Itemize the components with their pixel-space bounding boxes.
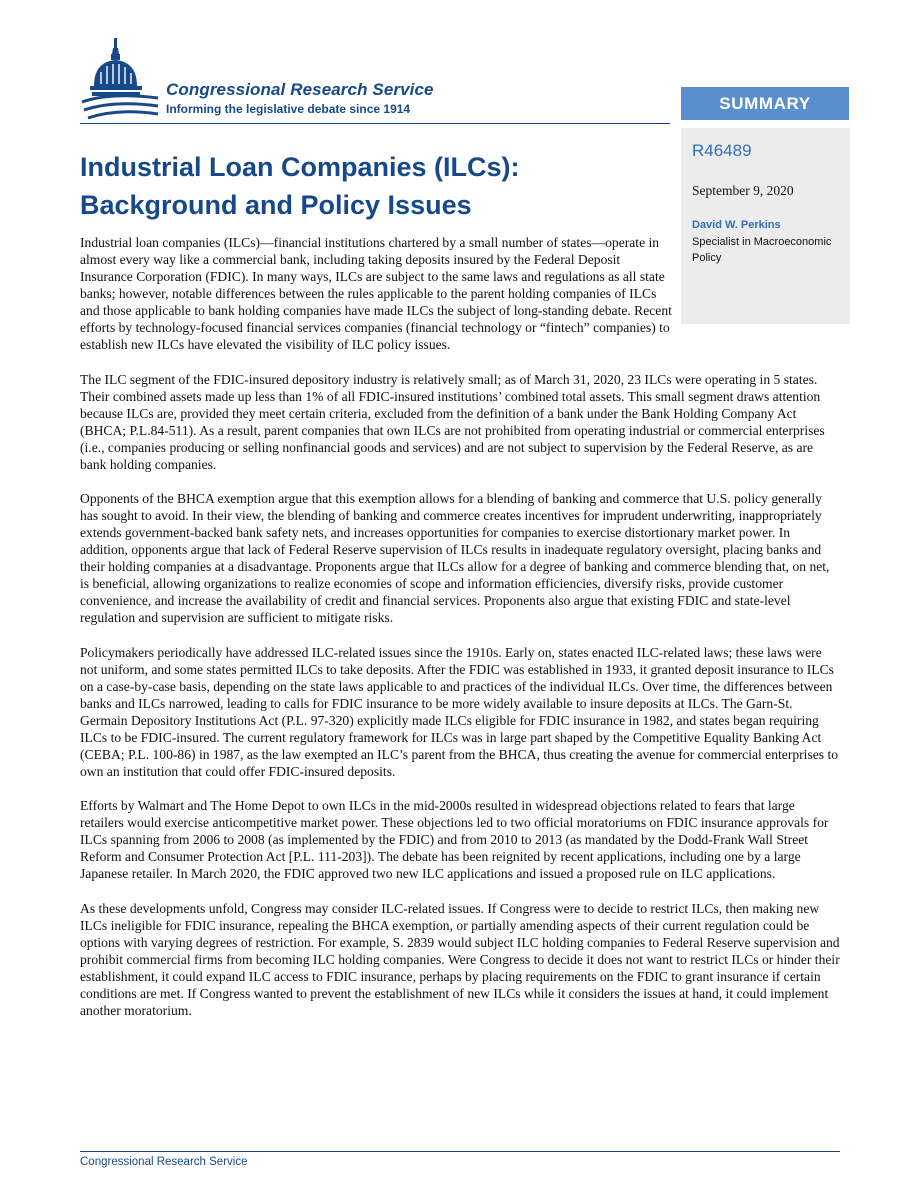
capitol-dome-icon <box>80 36 160 122</box>
footer-divider <box>80 1151 840 1152</box>
summary-paragraph: Opponents of the BHCA exemption argue that this exemption allows for a blending of banking and commerce that U.S. policy generally has sought to avoid. In their view, the blending of banking and commerce creates incentives for imprudent underwriting, inappropriately extends government-backed bank safety nets, and increases opportunities for companies to exercise distortionary market power. In addition, opponents argue that lack of Federal Reserve supervision of ILCs results in inadequate regulatory oversight, placing banks and their holding companies at a disadvantage. Proponents argue that ILCs allow for a degree of banking and commerce blending that, on net, is beneficial, allowing organizations to realize economies of scope and information efficiencies, diversify risks, provide customer convenience, and increase the availability of credit and financial services. Proponents also argue that existing FDIC and state-level regulation and supervision are sufficient to mitigate risks. <box>80 490 830 626</box>
org-name: Congressional Research Service <box>166 80 434 99</box>
crs-logo <box>80 36 680 126</box>
sidebar-spacer <box>672 234 840 326</box>
summary-paragraph: Industrial loan companies (ILCs)—financial institutions chartered by a small number of states—operate in almost every way like a commercial bank, including taking deposits insured by the Federal Deposit Insurance Corporation (FDIC). In many ways, ILCs are subject to the same laws and regulations as all state banks; however, notable differences between the rules applicable to the parent holding companies of ILCs and those applicable to bank holding companies have made ILCs the subject of long-standing debate. Recent efforts by technology-focused financial services companies (financial technology or “fintech” companies) to establish new ILCs have elevated the visibility of ILC policy issues. <box>80 235 672 353</box>
summary-body <box>80 234 840 1036</box>
report-number: R46489 <box>692 141 752 160</box>
summary-paragraph: The ILC segment of the FDIC-insured depository industry is relatively small; as of March 31, 2020, 23 ILCs were operating in 5 states. Their combined assets made up less than 1% of all FDIC-insured institutions’ combined total assets. This small segment draws attention because ILCs are, provided they meet certain criteria, excluded from the definition of a bank under the Bank Holding Company Act (BHCA; P.L.84-511). As a result, parent companies that own ILCs are not prohibited from operating industrial or commercial enterprises (i.e., companies producing or selling nonfinancial goods and services) and are not subject to supervision by the Federal Reserve, as are bank holding companies. <box>80 371 825 472</box>
org-tagline: Informing the legislative debate since 1914 <box>166 102 411 116</box>
header-divider <box>80 123 670 124</box>
summary-paragraph: As these developments unfold, Congress may consider ILC-related issues. If Congress were to decide to restrict ILCs, then making new ILCs ineligible for FDIC insurance, repealing the BHCA exemption, or partially amending aspects of their current regulation could be options with varying degrees of restriction. For example, S. 2839 would subject ILC holding companies to Federal Reserve supervision and prohibit commercial firms from becoming ILC holding companies. Were Congress to decide it does not want to restrict ILCs or hinder their establishment, it could expand ILC access to FDIC insurance, perhaps by placing requirements on the FDIC to grant insurance if certain conditions are met. If Congress wanted to prevent the establishment of new ILCs while it considers the issues at hand, it could implement another moratorium. <box>80 900 840 1018</box>
author-name: David W. Perkins <box>692 219 781 231</box>
report-title: Industrial Loan Companies (ILCs): Background and Policy Issues <box>80 152 520 220</box>
summary-paragraph: Efforts by Walmart and The Home Depot to own ILCs in the mid-2000s resulted in widespread objections related to fears that large retailers would exercise anticompetitive market power. These objections led to two official moratoriums on FDIC insurance approvals for ILCs spanning from 2006 to 2008 (as implemented by the FDIC) and from 2010 to 2013 (as mandated by the Dodd-Frank Wall Street Reform and Consumer Protection Act [P.L. 111-203]). The debate has been reignited by recent applications, including one by a large Japanese retailer. In March 2020, the FDIC approved two new ILC applications and issued a proposed rule on ILC applications. <box>80 798 829 882</box>
summary-tab: SUMMARY <box>681 87 849 120</box>
author-title: Specialist in Macroeconomic Policy <box>692 236 832 264</box>
footer-label: Congressional Research Service <box>80 1156 248 1168</box>
report-date: September 9, 2020 <box>692 183 794 198</box>
summary-paragraph: Policymakers periodically have addressed ILC-related issues since the 1910s. Early on, states enacted ILC-related laws; these laws were not uniform, and some states permitted ILCs to take deposits. After the FDIC was established in 1933, it granted deposit insurance to ILCs on a case-by-case basis, depending on the state laws applicable to and practices of the individual ILCs. Over time, the differences between banks and ILCs narrowed, leading to calls for FDIC insurance to be more widely available to insure deposits at ILCs. The Garn-St. Germain Depository Institutions Act (P.L. 97-320) explicitly made ILCs eligible for FDIC insurance in 1982, and states began requiring ILCs to be FDIC-insured. The current regulatory framework for ILCs was in large part shaped by the Competitive Equality Banking Act (CEBA; P.L. 100-86) in 1987, as the law exempted an ILC’s parent from the BHCA, thus creating the avenue for commercial enterprises to own an institution that could offer FDIC-insured deposits. <box>80 644 839 779</box>
